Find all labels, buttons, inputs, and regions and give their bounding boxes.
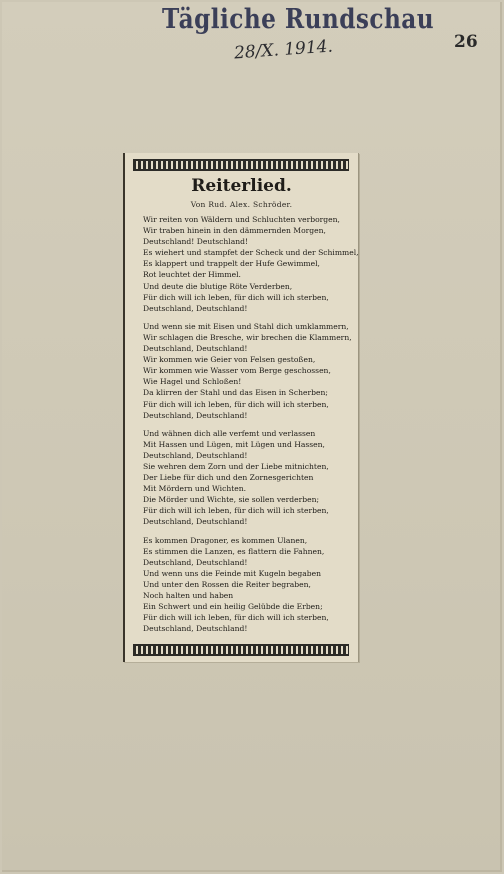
poem-stanza [143,535,355,635]
poem-line: Deutschland! Deutschland! [143,237,249,247]
poem-line: Mit Hassen und Lügen, mit Lügen und Hassen, [143,439,325,449]
poem-line: Da klirren der Stahl und das Eisen in Scherben; [143,388,328,398]
poem-line: Wir schlagen die Bresche, wir brechen die Klammern, [143,332,352,342]
poem-line: Für dich will ich leben, für dich will ich sterben, [143,613,329,623]
poem-line: Deutschland, Deutschland! [143,517,248,527]
poem-line: Wie Hagel und Schloßen! [143,377,242,387]
handwritten-date: 28/X. 1914. [233,36,334,64]
poem-line: Es klappert und trappelt der Hufe Gewimmel, [143,259,320,269]
poem-line: Deutschland, Deutschland! [143,557,248,567]
poem-line: Und unter den Rossen die Reiter begraben, [143,579,311,589]
poem-line: Sie wehren dem Zorn und der Liebe mitnichten, [143,461,329,471]
poem-line: Für dich will ich leben, für dich will ich sterben, [143,506,329,516]
poem-body [143,214,359,641]
poem-line: Wir kommen wie Wasser vom Berge geschossen, [143,366,331,376]
poem-line: Der Liebe für dich und den Zornesgerichten [143,473,314,483]
poem-line: Rot leuchtet der Himmel. [143,270,241,280]
poem-line: Ein Schwert und ein heilig Gelübde die Erben; [143,602,323,612]
poem-line: Und deute die blutige Röte Verderben, [143,281,293,291]
poem-stanza [143,321,355,421]
poem-line: Deutschland, Deutschland! [143,410,248,420]
poem-line: Deutschland, Deutschland! [143,303,248,313]
poem-line: Für dich will ich leben, für dich will ich sterben, [143,292,329,302]
poem-line: Deutschland, Deutschland! [143,344,248,354]
poem-line: Die Mörder und Wichte, sie sollen verderben; [143,495,320,505]
poem-line: Und wähnen dich alle verfemt und verlassen [143,428,316,438]
page-number: 26 [454,32,478,52]
poem-line: Wir kommen wie Geier von Felsen gestoßen, [143,355,316,365]
newspaper-clipping [123,153,359,662]
poem-line: Wir reiten von Wäldern und Schluchten verborgen, [143,215,340,224]
archive-sheet [2,2,502,872]
poem-byline: Von Rud. Alex. Schröder. [190,200,293,209]
poem-title: Reiterlied. [191,176,292,196]
poem-line: Für dich will ich leben, für dich will ich sterben, [143,399,329,409]
poem-stanza [143,428,355,528]
newspaper-stamp: Tägliche Rundschau [162,4,435,35]
poem-line: Noch halten und haben [143,591,234,600]
poem-line: Und wenn sie mit Eisen und Stahl dich umklammern, [143,321,349,331]
poem-line: Es stimmen die Lanzen, es flattern die Fahnen, [143,546,325,556]
poem-line: Und wenn uns die Feinde mit Kugeln begaben [143,568,322,578]
poem-line: Deutschland, Deutschland! [143,450,248,460]
ornament-border-top [133,159,349,171]
poem-stanza [143,214,359,314]
poem-line: Wir traben hinein in den dämmernden Morgen, [143,226,326,236]
poem-line: Es kommen Dragoner, es kommen Ulanen, [143,535,308,545]
ornament-border-bottom [133,644,349,656]
poem-line: Es wiehert und stampfet der Scheck und der Schimmel, [143,248,359,258]
poem-line: Deutschland, Deutschland! [143,624,248,634]
poem-line: Mit Mördern und Wichten. [143,484,247,494]
